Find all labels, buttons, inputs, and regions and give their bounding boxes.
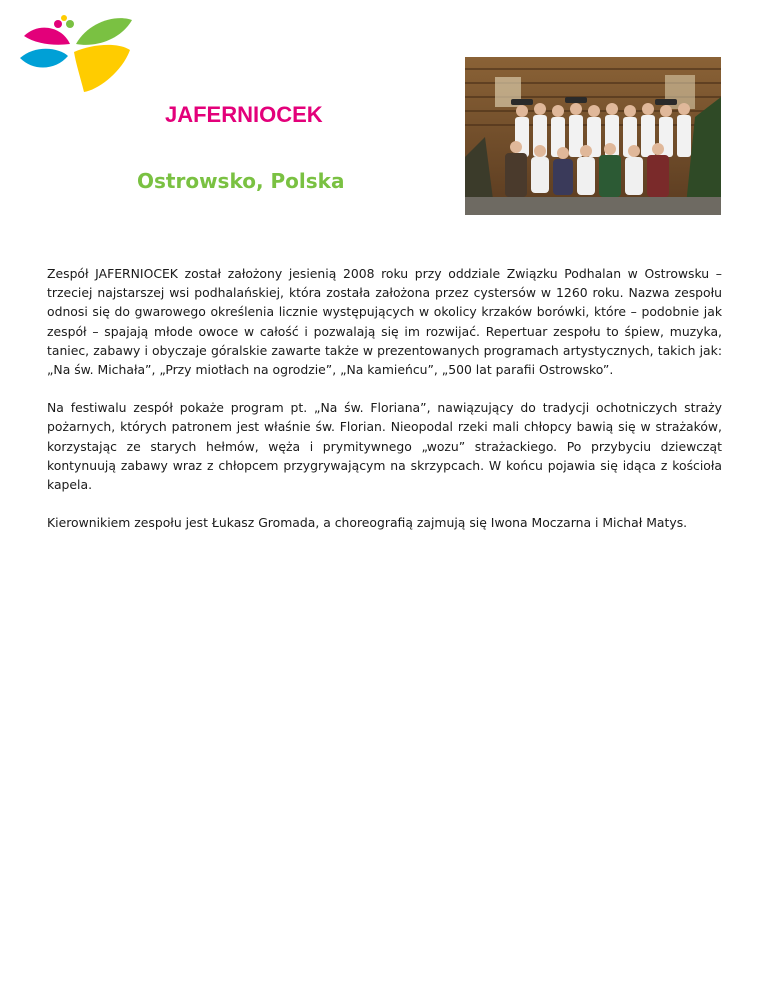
page-title: JAFERNIOCEK — [165, 102, 323, 127]
article-body — [47, 264, 722, 551]
group-photo-icon — [465, 57, 721, 215]
festival-logo — [18, 14, 136, 94]
group-photo — [465, 57, 721, 215]
paragraph: Na festiwalu zespół pokaże program pt. „Na św. Floriana”, nawiązujący do tradycji ochotniczych straży pożarnych, których patronem jest właśnie św. Florian. Nieopodal rzeki mali chłopcy bawią się w strażaków, korzystając ze starych hełmów, węża i prymitywnego „wozu” strażackiego. Po przybyciu dziewcząt kontynuują zabawy wraz z chłopcem przygrywającym na skrzypcach. W końcu pojawia się idąca z kościoła kapela. — [47, 400, 722, 493]
page-subtitle: Ostrowsko, Polska — [137, 169, 345, 193]
festival-butterfly-logo-icon — [18, 14, 136, 94]
paragraph: Zespół JAFERNIOCEK został założony jesienią 2008 roku przy oddziale Związku Podhalan w Ostrowsku – trzeciej najstarszej wsi podhalańskiej, która została założona przez cystersów w 1260 roku. Nazwa zespołu odnosi się do gwarowego określenia licznie występujących w okolicy krzaków borówki, które – podobnie jak zespół – spajają młode owoce w całość i pozwalają się im rozwijać. Repertuar zespołu to śpiew, muzyka, taniec, zabawy i obyczaje góralskie zawarte także w prezentowanych programach artystycznych, takich jak: „Na św. Michała”, „Przy miotłach na ogrodzie”, „Na kamieńcu”, „500 lat parafii Ostrowsko”. — [47, 266, 722, 378]
paragraph: Kierownikiem zespołu jest Łukasz Gromada, a choreografią zajmują się Iwona Moczarna i Michał Matys. — [47, 515, 688, 531]
